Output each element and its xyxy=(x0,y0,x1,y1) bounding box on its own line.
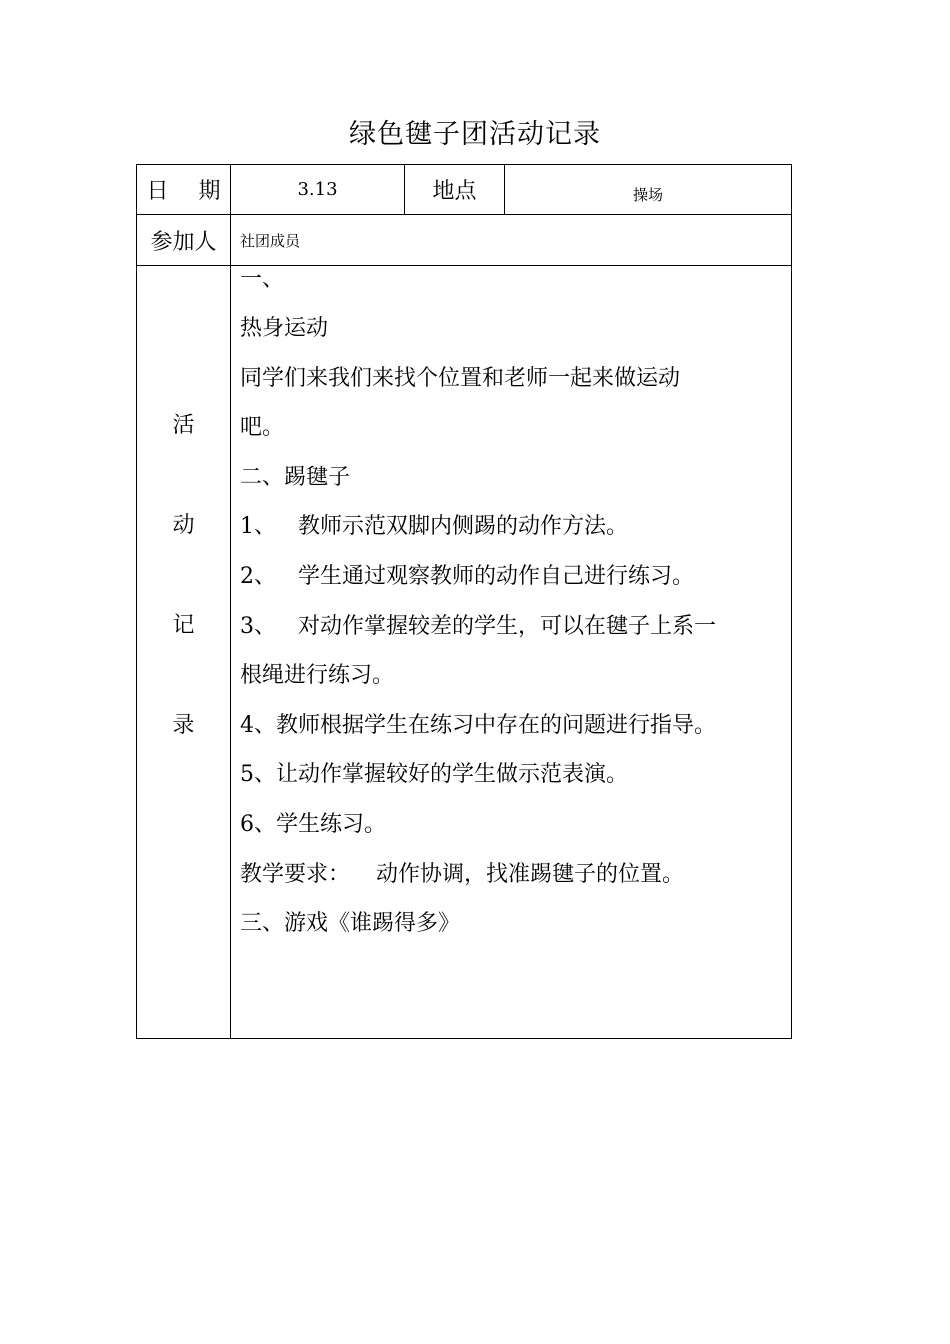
participants-row xyxy=(137,215,792,266)
record-line: 6、学生练习。 xyxy=(240,811,386,837)
record-row xyxy=(137,266,792,1039)
place-label: 地点 xyxy=(405,165,505,215)
list-number: 2、 xyxy=(240,563,276,589)
requirement-label: 教学要求： xyxy=(240,861,351,887)
record-line xyxy=(240,850,783,900)
record-label-char-3: 记 xyxy=(172,613,195,638)
record-label-char-2: 动 xyxy=(172,513,195,538)
record-line: 二、踢毽子 xyxy=(240,464,351,490)
record-label-char-1: 活 xyxy=(172,413,195,438)
list-number: 3、 xyxy=(240,613,276,639)
record-content xyxy=(231,266,792,1039)
record-line: 一、 xyxy=(240,267,285,292)
list-text: 教师示范双脚内侧踢的动作方法。 xyxy=(298,514,629,540)
requirement-text: 动作协调，找准踢毽子的位置。 xyxy=(376,861,685,887)
record-label-char-4: 录 xyxy=(172,713,195,738)
place-value: 操场 xyxy=(505,165,792,215)
record-line: 根绳进行练习。 xyxy=(240,663,395,689)
record-line: 吧。 xyxy=(240,415,285,441)
header-row xyxy=(137,165,792,215)
record-label xyxy=(137,266,231,1039)
participants-value: 社团成员 xyxy=(231,215,792,266)
date-value: 3.13 xyxy=(231,165,405,215)
list-number: 1、 xyxy=(240,514,276,540)
document-title: 绿色毽子团活动记录 xyxy=(349,119,601,150)
activity-record-table xyxy=(136,164,792,1039)
record-line: 三、游戏《谁踢得多》 xyxy=(240,911,461,937)
record-line: 同学们来我们来找个位置和老师一起来做运动 xyxy=(240,365,681,391)
record-line xyxy=(240,502,783,552)
list-text: 学生通过观察教师的动作自己进行练习。 xyxy=(298,563,695,589)
date-label-char-1: 日 xyxy=(146,179,169,204)
record-line: 5、让动作掌握较好的学生做示范表演。 xyxy=(240,762,628,788)
list-text: 对动作掌握较差的学生，可以在毽子上系一 xyxy=(298,613,717,639)
record-line xyxy=(240,552,783,602)
record-line: 4、教师根据学生在练习中存在的问题进行指导。 xyxy=(240,712,716,738)
date-label-char-2: 期 xyxy=(198,179,221,204)
record-line xyxy=(240,602,783,652)
participants-label: 参加人 xyxy=(137,215,231,266)
date-label-cell xyxy=(137,165,231,215)
record-line: 热身运动 xyxy=(240,316,329,341)
